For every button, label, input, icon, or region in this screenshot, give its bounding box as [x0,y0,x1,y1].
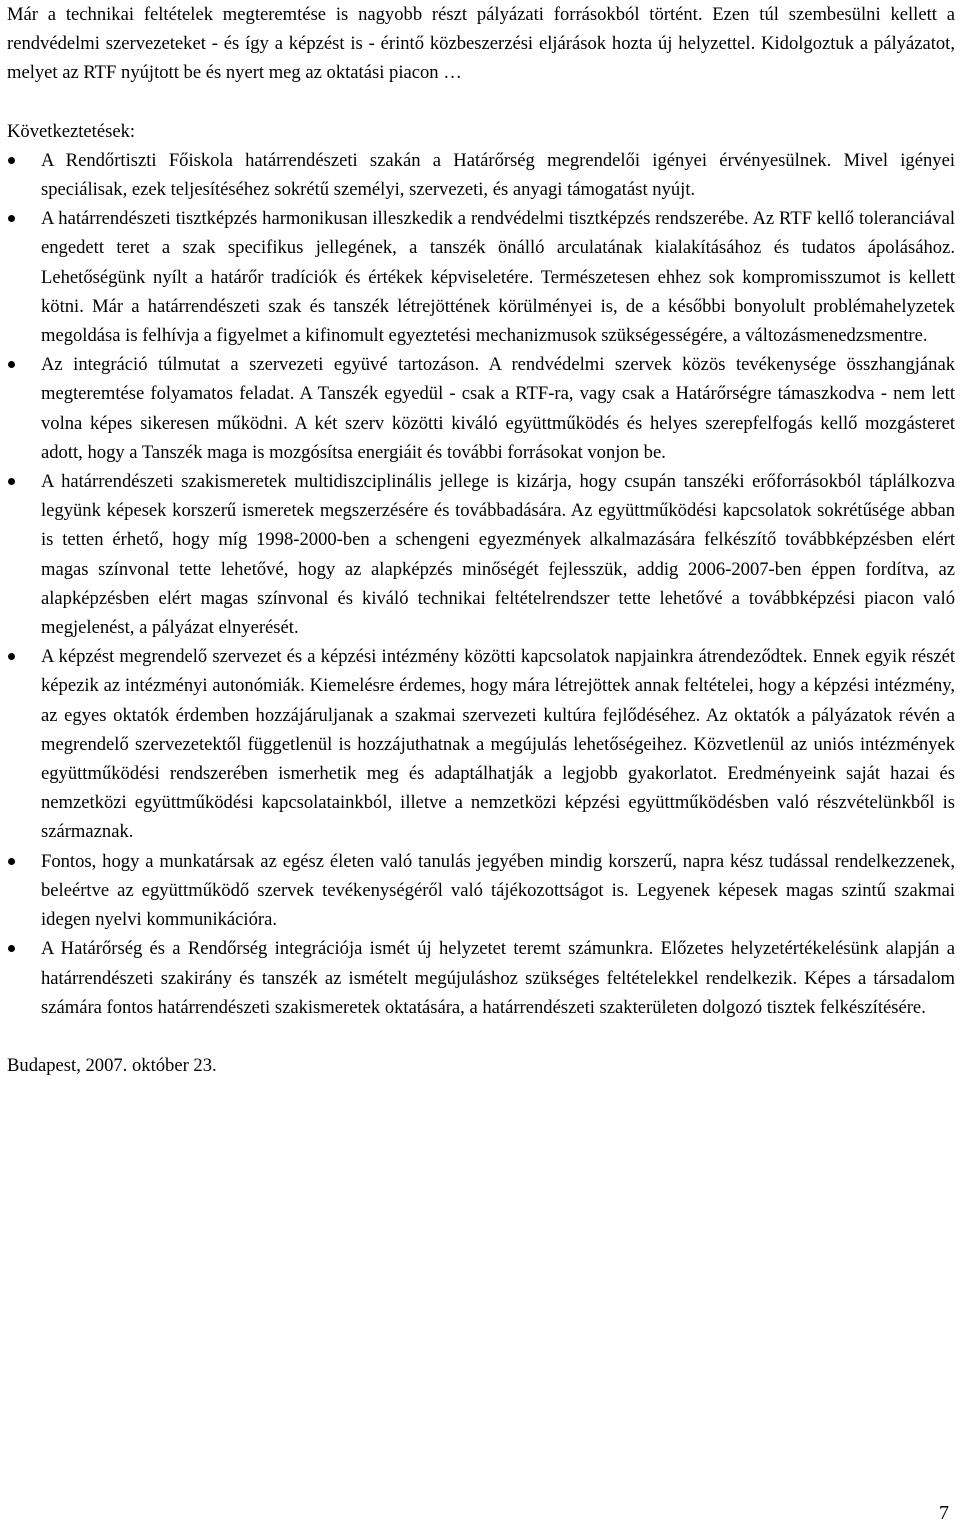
bullet-icon [8,653,15,660]
bullet-icon [8,361,15,368]
bullet-icon [8,157,15,164]
list-item-text: Az integráció túlmutat a szervezeti együvé tartozáson. A rendvédelmi szervek közös tevékenysége összhangjának megteremtése folyamatos feladat. A Tanszék egyedül - csak a RTF-ra, vagy csak a Határőrségre támaszkodva - nem lett volna képes sikeresen működni. A két szerv közötti kiváló együttműködés és helyes szerepfelfogás kellő mozgásteret adott, hogy a Tanszék maga is mozgósítsa energiáit és további forrásokat vonjon be. [41,354,955,463]
conclusions-heading: Következtetések: [7,120,136,142]
dateline: Budapest, 2007. október 23. [7,1054,217,1076]
list-item-text: A képzést megrendelő szervezet és a képzési intézmény közötti kapcsolatok napjainkra átrendeződtek. Ennek egyik részét képezik az intézményi autonómiák. Kiemelésre érdemes, hogy mára létrejöttek annak feltételei, hogy a képzési intézmény, az egyes oktatók érdemben hozzájáruljanak a szakmai szervezeti kultúra fejlődéséhez. Az oktatók a pályázatok révén a megrendelő szervezetektől függetlenül is hozzájuthatnak a megújulás lehetőségeihez. Közvetlenül az uniós intézmények együttműködési rendszerében ismerhetik meg és adaptálhatják a legjobb gyakorlatot. Eredményeink saját hazai és nemzetközi együttműködési kapcsolatainkból, illetve a nemzetközi képzési együttműködésben való részvételünkből is származnak. [41,646,955,843]
bullet-icon [8,858,15,865]
list-item-text: Fontos, hogy a munkatársak az egész életen való tanulás jegyében mindig korszerű, napra kész tudással rendelkezzenek, beleértve az együttműködő szervek tevékenységéről való tájékozottságot is. Legyenek képesek magas szintű szakmai idegen nyelvi kommunikációra. [41,850,955,931]
bullet-icon [8,478,15,485]
document-page [7,0,955,1080]
list-item [7,204,955,350]
list-item [7,146,955,204]
list-item [7,642,955,846]
list-item-text: A Rendőrtiszti Főiskola határrendészeti szakán a Határőrség megrendelői igényei érvényesülnek. Mivel igényei speciálisak, ezek teljesítéséhez sokrétű személyi, szervezeti, és anyagi támogatást nyújt. [41,149,955,201]
list-item-text: A határrendészeti szakismeretek multidiszciplinális jellege is kizárja, hogy csupán tanszéki erőforrásokból táplálkozva legyünk képesek korszerű ismeretek megszerzésére és továbbadására. Az együttműködési kapcsolatok sokrétűsége abban is tetten érhető, hogy míg 1998-2000-ben a schengeni egyezmények alkalmazására felkészítő továbbképzésben elért magas színvonal tette lehetővé, hogy az alapképzés minőségét fejlesszük, addig 2006-2007-ben éppen fordítva, az alapképzésben elért magas színvonal és kiváló technikai feltételrendszer tette lehetővé a továbbképzési piacon való megjelenést, a pályázat elnyerését. [41,471,955,639]
list-item [7,934,955,1022]
bullet-icon [8,945,15,952]
list-item-text: A Határőrség és a Rendőrség integrációja ismét új helyzetet teremt számunkra. Előzetes helyzetértékelésünk alapján a határrendészeti szakirány és tanszék az ismételt megújuláshoz szükséges feltételekkel rendelkezik. Képes a társadalom számára fontos határrendészeti szakismeretek oktatására, a határrendészeti szakterületen dolgozó tisztek felkészítésére. [41,938,955,1018]
page-number: 7 [939,1502,949,1524]
list-item [7,350,955,467]
list-item-text: A határrendészeti tisztképzés harmonikusan illeszkedik a rendvédelmi tisztképzés rendszerébe. Az RTF kellő toleranciával engedett teret a szak specifikus jellegének, a tanszék önálló arculatának kialakításához és tudatos ápolásához. Lehetőségünk nyílt a határőr tradíciók és értékek képviseletére. Természetesen ehhez sok kompromisszumot is kellett kötni. Már a határrendészeti szak és tanszék létrejöttének körülményei is, de a későbbi bonyolult problémahelyzetek megoldása is felhívja a figyelmet a kifinomult egyeztetési mechanizmusok szükségességére, a változásmenedzsmentre. [41,208,955,347]
list-item [7,847,955,935]
bullet-icon [8,215,15,222]
conclusions-list [7,146,955,1022]
list-item [7,467,955,642]
intro-paragraph: Már a technikai feltételek megteremtése is nagyobb részt pályázati forrásokból történt. Ezen túl szembesülni kellett a rendvédelmi szervezeteket - és így a képzést is - érintő közbeszerzési eljárások hozta új helyzettel. Kidolgoztuk a pályázatot, melyet az RTF nyújtott be és nyert meg az oktatási piacon … [7,4,955,84]
